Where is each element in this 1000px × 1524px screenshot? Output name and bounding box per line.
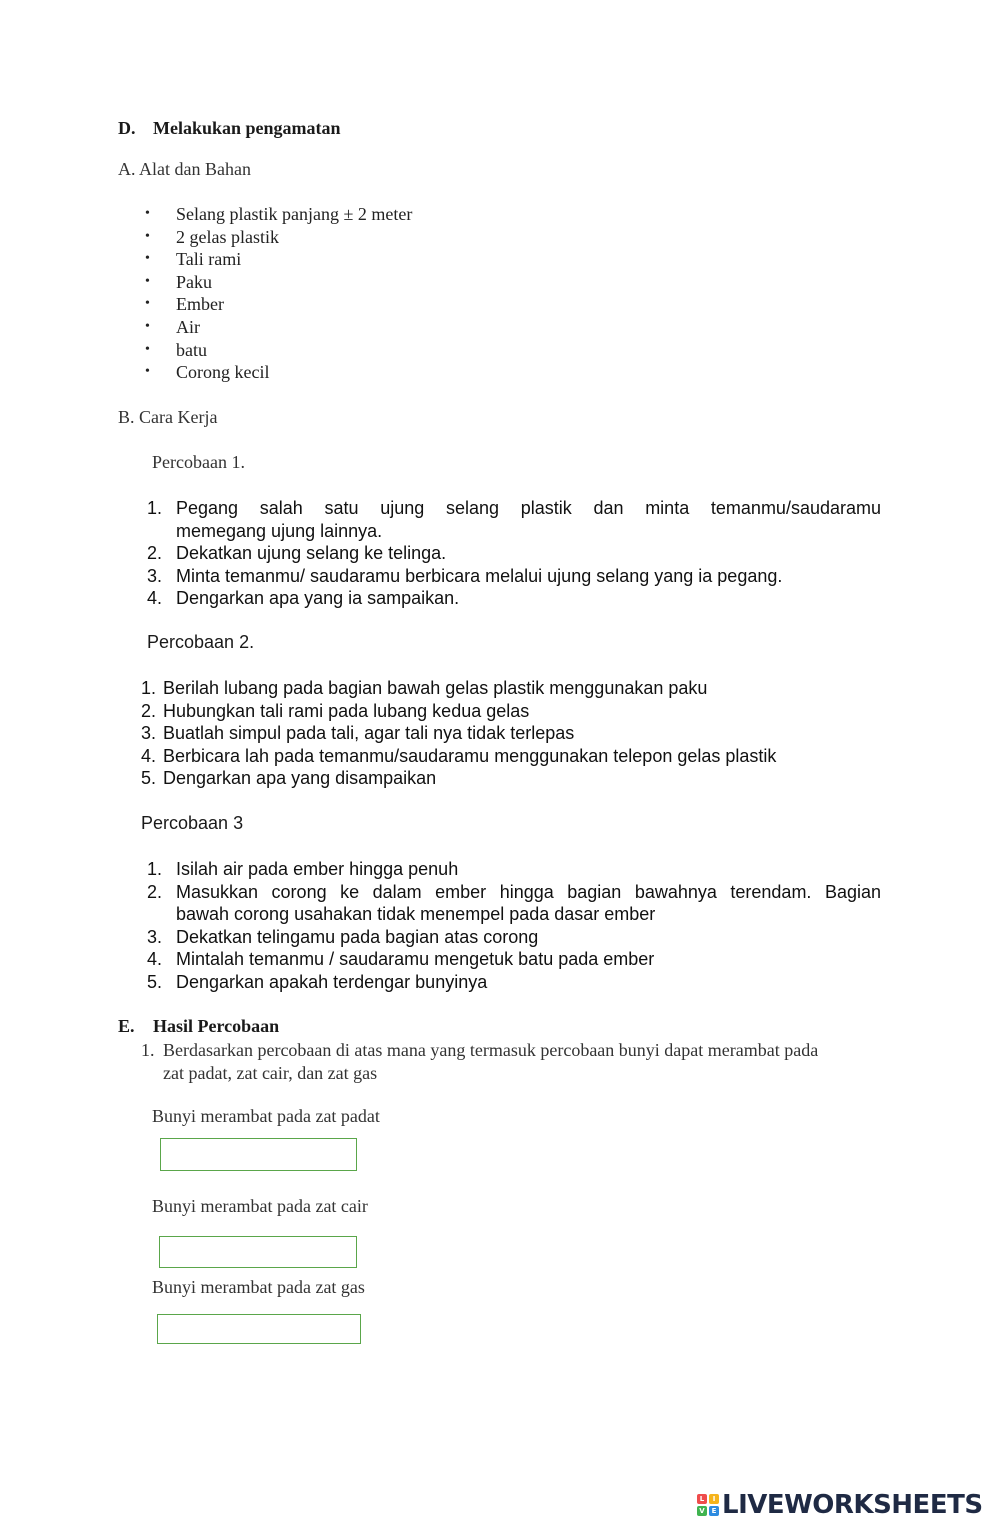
list-item: 2. Hubungkan tali rami pada lubang kedua gelas <box>141 700 530 721</box>
answer-input-gas[interactable] <box>157 1314 361 1344</box>
percobaan-2-steps <box>141 677 881 790</box>
section-e-number: E. <box>118 1016 135 1036</box>
list-item: 4. Mintalah temanmu / saudaramu mengetuk batu pada ember <box>147 949 655 970</box>
liveworksheets-logo <box>697 1489 983 1521</box>
answer-input-padat[interactable] <box>160 1138 357 1171</box>
list-item: 1. Berilah lubang pada bagian bawah gelas plastik menggunakan paku <box>141 678 708 698</box>
alat-bahan-list <box>145 203 412 384</box>
list-item: 1. Isilah air pada ember hingga penuh <box>147 859 459 879</box>
list-item: 3. Dekatkan telingamu pada bagian atas corong <box>147 926 539 947</box>
answer-label-padat: Bunyi merambat pada zat padat <box>152 1106 380 1126</box>
logo-mark-icon: L I V E <box>697 1494 719 1516</box>
answer-input-cair[interactable] <box>159 1236 357 1268</box>
answer-label-gas: Bunyi merambat pada zat gas <box>152 1277 365 1297</box>
answer-label-cair: Bunyi merambat pada zat cair <box>152 1196 368 1216</box>
percobaan-1-steps <box>147 497 881 610</box>
logo-text: LIVEWORKSHEETS <box>722 1490 983 1520</box>
list-item: 1. Pegang salah satu ujung selang plastik dan minta temanmu/saudaramu memegang ujung lainnya. <box>147 498 881 541</box>
list-item: • Paku <box>145 271 412 294</box>
section-e-title: Hasil Percobaan <box>153 1016 280 1036</box>
list-item: • Selang plastik panjang ± 2 meter <box>145 203 412 226</box>
list-item: 3. Buatlah simpul pada tali, agar tali nya tidak terlepas <box>141 723 575 744</box>
list-item: 2. Dekatkan ujung selang ke telinga. <box>147 543 447 564</box>
percobaan-1-title: Percobaan 1. <box>152 452 245 472</box>
list-item: • 2 gelas plastik <box>145 226 412 249</box>
cara-kerja-heading: B. Cara Kerja <box>118 407 218 427</box>
list-item: 4. Dengarkan apa yang ia sampaikan. <box>147 588 460 609</box>
alat-bahan-heading: A. Alat dan Bahan <box>118 159 251 179</box>
list-item: • Corong kecil <box>145 361 412 384</box>
list-item: • Tali rami <box>145 248 412 271</box>
list-item: • Air <box>145 316 412 339</box>
list-item: 4. Berbicara lah pada temanmu/saudaramu menggunakan telepon gelas plastik <box>141 745 777 766</box>
percobaan-3-title: Percobaan 3 <box>141 813 244 833</box>
question-1: 1. Berdasarkan percobaan di atas mana yang termasuk percobaan bunyi dapat merambat pada zat padat, zat cair, dan zat gas <box>141 1040 819 1083</box>
section-d-heading <box>118 118 341 139</box>
list-item: • batu <box>145 339 412 362</box>
list-item: • Ember <box>145 293 412 316</box>
section-e-heading <box>118 1016 279 1037</box>
list-item: 2. Masukkan corong ke dalam ember hingga bagian bawahnya terendam. Bagian bawah corong usahakan tidak menempel pada dasar ember <box>147 881 881 925</box>
list-item: 5. Dengarkan apakah terdengar bunyinya <box>147 971 488 992</box>
section-d-number: D. <box>118 118 136 138</box>
percobaan-2-title: Percobaan 2. <box>147 632 255 652</box>
percobaan-3-steps <box>147 858 881 994</box>
list-item: 5. Dengarkan apa yang disampaikan <box>141 768 437 789</box>
list-item: 3. Minta temanmu/ saudaramu berbicara melalui ujung selang yang ia pegang. <box>147 565 783 586</box>
section-d-title: Melakukan pengamatan <box>153 118 341 138</box>
